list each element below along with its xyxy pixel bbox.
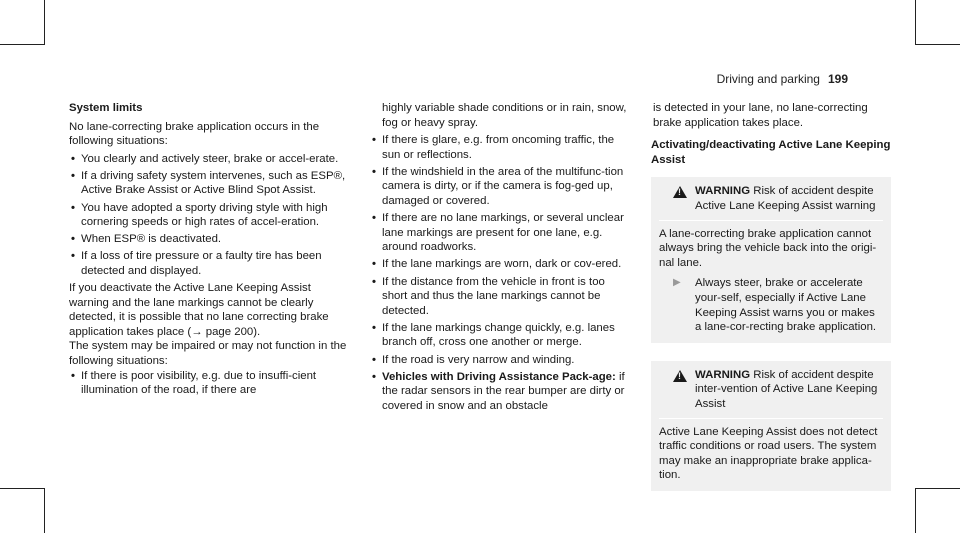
warning-title	[659, 368, 883, 412]
crop-mark	[0, 488, 45, 489]
condition-list	[370, 133, 632, 413]
list-item: • You clearly and actively steer, brake or accel-erate.	[69, 152, 349, 167]
warning-box	[651, 361, 891, 491]
crop-mark	[915, 44, 960, 45]
list-item: • If there is poor visibility, e.g. due to insuffi-cient illumination of the road, if there are	[69, 369, 349, 398]
paragraph: is detected in your lane, no lane-correcting brake application takes place.	[653, 102, 868, 129]
warning-label: WARNING	[695, 185, 751, 198]
crop-mark	[915, 0, 916, 45]
crop-mark	[44, 0, 45, 45]
list-item: • If the road is very narrow and winding.	[370, 353, 632, 368]
list-item: • If the lane markings change quickly, e.g. lanes branch off, cross one another or merge.	[370, 321, 632, 350]
warning-body: A lane-correcting brake application cannot always bring the vehicle back into the origi-nal lane.	[659, 227, 877, 269]
column-2	[370, 101, 632, 416]
list-item: • If a driving safety system intervenes, such as ESP®, Active Brake Assist or Active Blind Spot Assist.	[69, 169, 349, 198]
section-heading: System limits	[69, 102, 143, 114]
divider	[659, 220, 883, 221]
page-header	[717, 72, 848, 86]
paragraph: The system may be impaired or may not function in the following situations:	[69, 340, 347, 367]
warning-box	[651, 177, 891, 342]
warning-title	[659, 184, 883, 213]
list-item-text: if the radar sensors in the rear bumper are dirty or covered in snow and an obstacle	[382, 370, 625, 412]
crop-mark	[44, 488, 45, 533]
list-item: • If the distance from the vehicle in front is too short and thus the lane markings cannot be detected.	[370, 275, 632, 319]
warning-title-text: Risk of accident despite inter-vention of Active Lane Keeping Assist	[695, 368, 878, 410]
section-title: Driving and parking	[716, 72, 820, 86]
crop-mark	[915, 488, 960, 489]
bold-lead: Vehicles with Driving Assistance Pack-age:	[382, 370, 616, 383]
column-1	[69, 101, 349, 400]
list-item: • You have adopted a sporty driving style with high cornering speeds or high rates of accel-eration.	[69, 201, 349, 230]
action-step	[659, 276, 883, 334]
list-item: • If there are no lane markings, or several unclear lane markings are present for one lane, e.g. around roadworks.	[370, 211, 632, 255]
arrow-icon: ▶	[673, 277, 681, 289]
warning-body: Active Lane Keeping Assist does not detect traffic conditions or road users. The system may make an inappropriate brake applica-tion.	[659, 425, 878, 482]
list-item: • If a loss of tire pressure or a faulty tire has been detected and displayed.	[69, 249, 349, 278]
list-item: • If there is glare, e.g. from oncoming traffic, the sun or reflections.	[370, 133, 632, 162]
condition-list	[69, 369, 349, 398]
condition-list	[69, 152, 349, 279]
divider	[659, 418, 883, 419]
list-item: • If the windshield in the area of the multifunc-tion camera is dirty, or if the camera is fog-ged up, damaged or covered.	[370, 165, 632, 209]
intro-text: No lane-correcting brake application occurs in the following situations:	[69, 120, 320, 148]
paragraph: highly variable shade conditions or in rain, snow, fog or heavy spray.	[382, 102, 627, 129]
list-item: • When ESP® is deactivated.	[69, 232, 349, 247]
action-text: Always steer, brake or accelerate your-self, especially if Active Lane Keeping Assist warns you or makes a lane-cor-recting brake application.	[695, 277, 877, 334]
crop-mark	[0, 44, 45, 45]
list-item: • If the lane markings are worn, dark or cov-ered.	[370, 257, 632, 272]
warning-icon: !	[673, 186, 687, 198]
warning-icon: !	[673, 370, 687, 382]
paragraph: If you deactivate the Active Lane Keeping Assist warning and the lane markings cannot be clearly detected, it is possible that no lane correcting brake application takes place (→ page 200).	[69, 282, 329, 338]
column-3	[651, 101, 891, 491]
section-heading: Activating/deactivating Active Lane Keeping Assist	[651, 139, 891, 166]
crop-mark	[915, 488, 916, 533]
list-item	[370, 370, 632, 414]
warning-title-text: Risk of accident despite Active Lane Keeping Assist warning	[695, 185, 876, 212]
page-number: 199	[827, 72, 848, 86]
warning-label: WARNING	[695, 368, 751, 381]
